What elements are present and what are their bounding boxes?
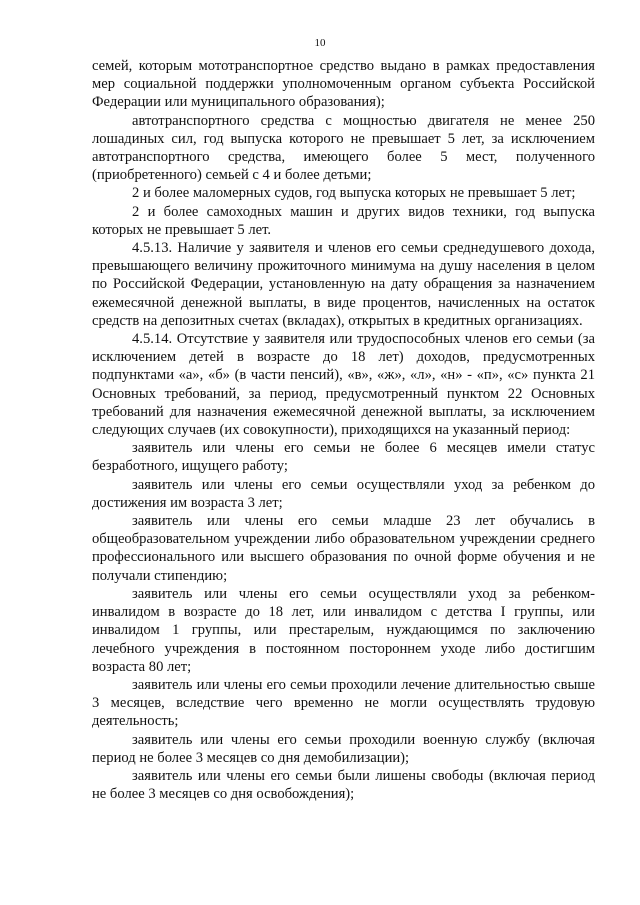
paragraph-childcare: заявитель или члены его семьи осуществляли уход за ребенком до достижения им возраста 3 лет; (92, 476, 595, 511)
page-number: 10 (314, 37, 326, 49)
paragraph-vehicle: автотранспортного средства с мощностью двигателя не менее 250 лошадиных сил, год выпуска которого не превышает 5 лет, за исключением автотранспортного средства, имеющего более 5 мест, полученного (приобретенного) семьей с 4 и более детьми; (92, 112, 595, 184)
paragraph-unemployed: заявитель или члены его семьи не более 6 месяцев имели статус безработного, ищущего работу; (92, 440, 595, 475)
paragraph-4-5-14: 4.5.14. Отсутствие у заявителя или трудоспособных членов его семьи (за исключением детей в возрасте до 18 лет) доходов, предусмотренных подпунктами «а», «б» (в части пенсий), «в», «ж», «л», «н» - «п», «с» пункта 21 Основных требований, за период, предусмотренный пунктом 22 Основных требований для назначения ежемесячной денежной выплаты, за исключением следующих случаев (их совокупности), приходящихся на указанный период: (92, 331, 595, 439)
paragraph-machinery: 2 и более самоходных машин и других видов техники, год выпуска которых не превышает 5 лет. (92, 203, 595, 238)
paragraph-4-5-13: 4.5.13. Наличие у заявителя и членов его семьи среднедушевого дохода, превышающего величину прожиточного минимума на душу населения в целом по Российской Федерации, установленную на дату обращения за назначением ежемесячной денежной выплаты, в виде процентов, начисленных на остаток средств на депозитных счетах (вкладах), открытых в кредитных организациях. (92, 240, 595, 329)
paragraph-boats: 2 и более маломерных судов, год выпуска которых не превышает 5 лет; (132, 185, 576, 202)
paragraph-military-service: заявитель или члены его семьи проходили военную службу (включая период не более 3 месяцев со дня демобилизации); (92, 731, 595, 766)
paragraph-imprisonment: заявитель или члены его семьи были лишены свободы (включая период не более 3 месяцев со дня освобождения); (92, 767, 595, 803)
paragraph-continuation: семей, которым мототранспортное средство выдано в рамках предоставления мер социальной поддержки уполномоченным органом субъекта Российской Федерации или муниципального образования); (92, 58, 595, 111)
paragraph-medical-treatment: заявитель или члены его семьи проходили лечение длительностью свыше 3 месяцев, вследствие чего временно не могли осуществлять трудовую деятельность; (92, 676, 595, 730)
paragraph-students: заявитель или члены его семьи младше 23 лет обучались в общеобразовательном учреждении либо образовательном учреждении среднего профессионального или высшего образования по очной форме обучения и не получали стипендию; (92, 513, 595, 584)
paragraph-disabled-care: заявитель или члены его семьи осуществляли уход за ребенком-инвалидом в возрасте до 18 лет, или инвалидом с детства I группы, или инвалидом 1 группы, или престарелым, нуждающимся по заключению лечебного учреждения в постоянном постороннем уходе либо достигшим возраста 80 лет; (92, 585, 595, 675)
document-body (92, 57, 595, 803)
